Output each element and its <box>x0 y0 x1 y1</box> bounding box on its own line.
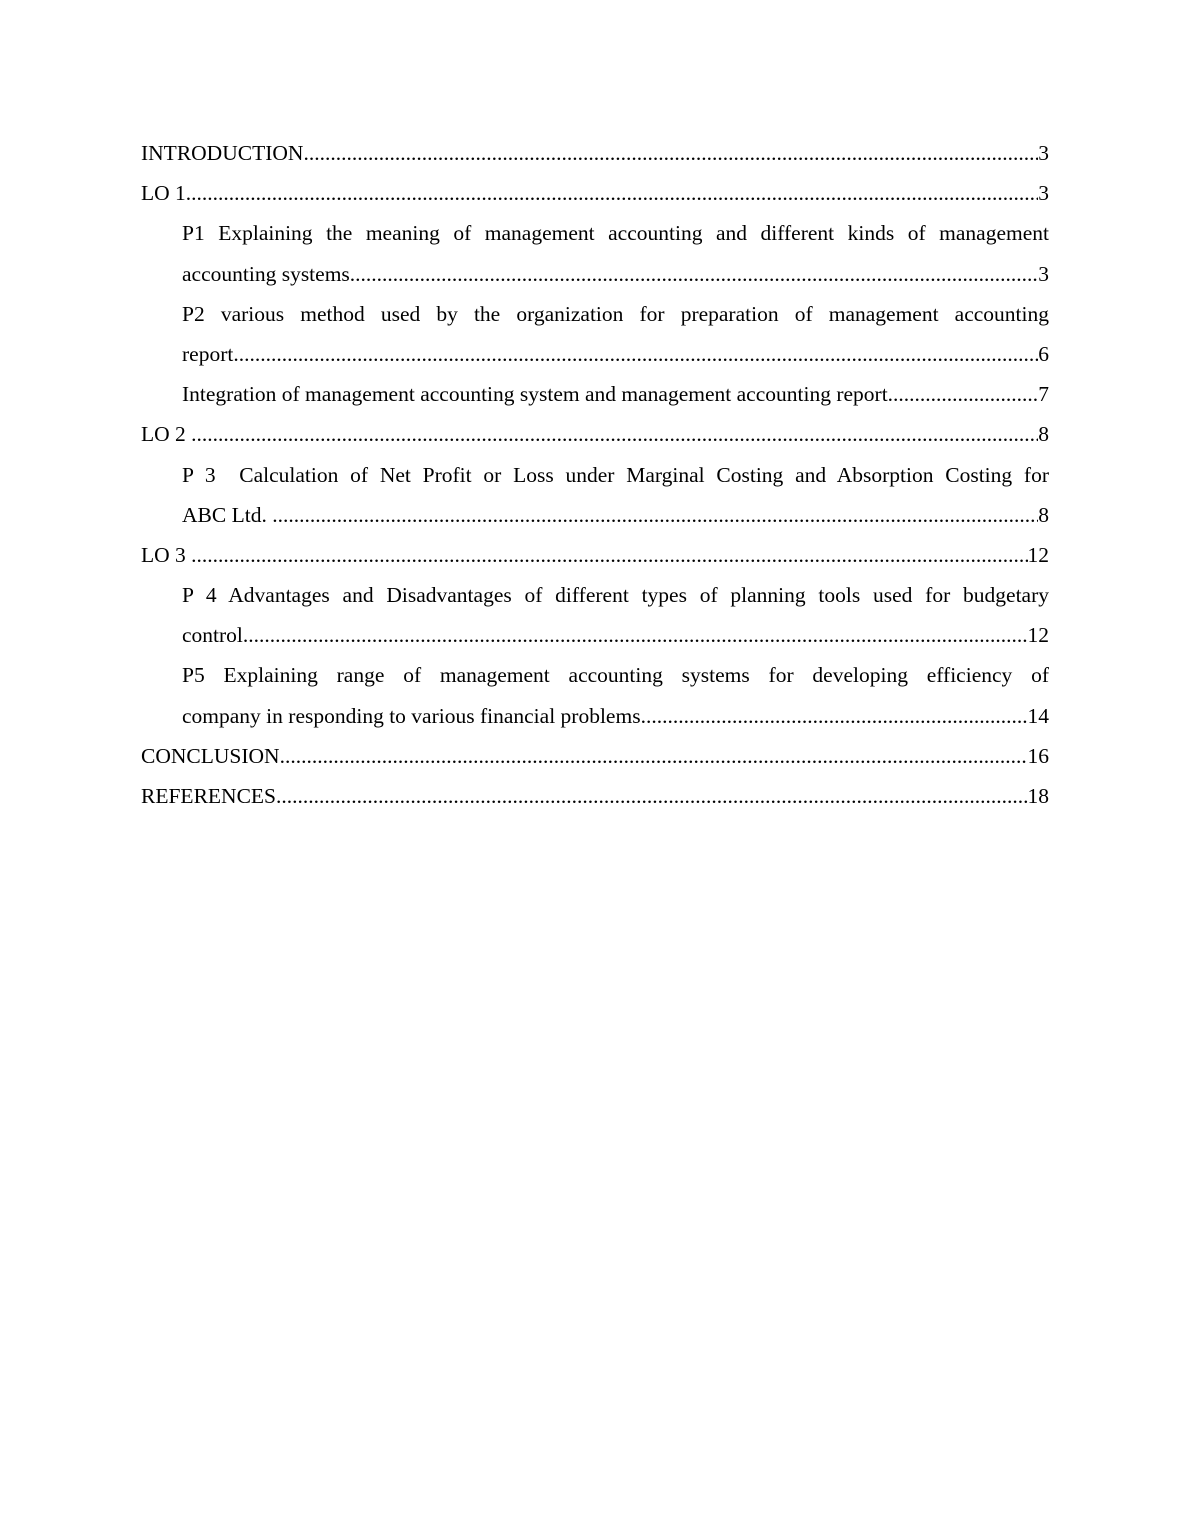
toc-entry-p2[interactable] <box>182 294 1049 374</box>
toc-page-number: 14 <box>1027 703 1049 728</box>
toc-entry-integration[interactable] <box>182 374 1049 414</box>
toc-page-number: 12 <box>1027 623 1049 648</box>
toc-entry-title: LO 3 <box>141 542 192 567</box>
toc-entry-title-line2: accounting systems <box>182 261 350 286</box>
toc-entry-title: Integration of management accounting system and management accounting report <box>182 382 888 407</box>
toc-entry-title-line2: company in responding to various financial problems <box>182 703 641 728</box>
toc-entry-introduction[interactable] <box>141 133 1049 173</box>
toc-leader-dots <box>280 736 1028 776</box>
toc-leader-dots <box>303 133 1038 173</box>
toc-entry-lo3[interactable] <box>141 535 1049 575</box>
toc-line <box>141 414 1049 454</box>
toc-entry-title: LO 2 <box>141 422 192 447</box>
toc-page-number: 12 <box>1027 542 1049 567</box>
toc-entry-conclusion[interactable] <box>141 736 1049 776</box>
toc-entry-lo1[interactable] <box>141 173 1049 213</box>
toc-leader-dots <box>233 334 1038 374</box>
toc-entry-title: CONCLUSION <box>141 743 280 768</box>
table-of-contents <box>141 133 1049 816</box>
toc-page-number: 3 <box>1038 261 1049 286</box>
toc-line <box>141 776 1049 816</box>
toc-page-number: 8 <box>1038 422 1049 447</box>
toc-entry-title-line2: ABC Ltd. <box>182 502 273 527</box>
toc-entry-p4[interactable] <box>182 575 1049 655</box>
toc-entry-references[interactable] <box>141 776 1049 816</box>
toc-page-number: 18 <box>1027 784 1049 808</box>
toc-entry-title-line1: P1 Explaining the meaning of management accounting and different kinds of management <box>182 221 1049 246</box>
toc-entry-title-line1: P2 various method used by the organization for preparation of management accounting <box>182 301 1049 326</box>
toc-entry-title-line1: P 3 Calculation of Net Profit or Loss under Marginal Costing and Absorption Costing for <box>182 462 1049 487</box>
toc-entry-lo2[interactable] <box>141 414 1049 454</box>
toc-line <box>182 374 1049 414</box>
toc-entry-p1[interactable] <box>182 213 1049 293</box>
toc-leader-dots <box>243 615 1028 655</box>
toc-line <box>141 736 1049 776</box>
toc-line <box>182 495 1049 535</box>
toc-line <box>182 254 1049 294</box>
toc-entry-title: INTRODUCTION <box>141 141 304 165</box>
toc-page-number: 3 <box>1038 141 1049 165</box>
toc-leader-dots <box>191 535 1027 575</box>
toc-line <box>141 133 1049 173</box>
toc-leader-dots <box>641 696 1028 736</box>
toc-page-number: 16 <box>1027 743 1049 768</box>
toc-entry-title-line2: report <box>182 341 234 366</box>
toc-line <box>141 173 1049 213</box>
toc-page-number: 8 <box>1038 502 1049 527</box>
toc-entry-title: REFERENCES <box>141 784 276 808</box>
toc-entry-p3[interactable] <box>182 455 1049 535</box>
toc-leader-dots <box>276 776 1028 816</box>
toc-leader-dots <box>186 173 1038 213</box>
toc-line <box>182 615 1049 655</box>
toc-leader-dots <box>272 495 1038 535</box>
toc-entry-p5[interactable] <box>182 655 1049 735</box>
toc-leader-dots <box>350 254 1038 294</box>
toc-entry-title-line1: P 4 Advantages and Disadvantages of different types of planning tools used for budgetary <box>182 583 1049 608</box>
toc-page-number: 6 <box>1038 341 1049 366</box>
toc-page-number: 7 <box>1038 382 1049 407</box>
toc-entry-title: LO 1 <box>141 181 186 206</box>
toc-entry-title-line1: P5 Explaining range of management accounting systems for developing efficiency of <box>182 663 1049 688</box>
toc-page-number: 3 <box>1038 181 1049 206</box>
toc-line <box>182 334 1049 374</box>
toc-leader-dots <box>191 414 1038 454</box>
toc-line <box>182 696 1049 736</box>
toc-line <box>141 535 1049 575</box>
toc-entry-title-line2: control <box>182 623 243 648</box>
toc-leader-dots <box>888 374 1039 414</box>
